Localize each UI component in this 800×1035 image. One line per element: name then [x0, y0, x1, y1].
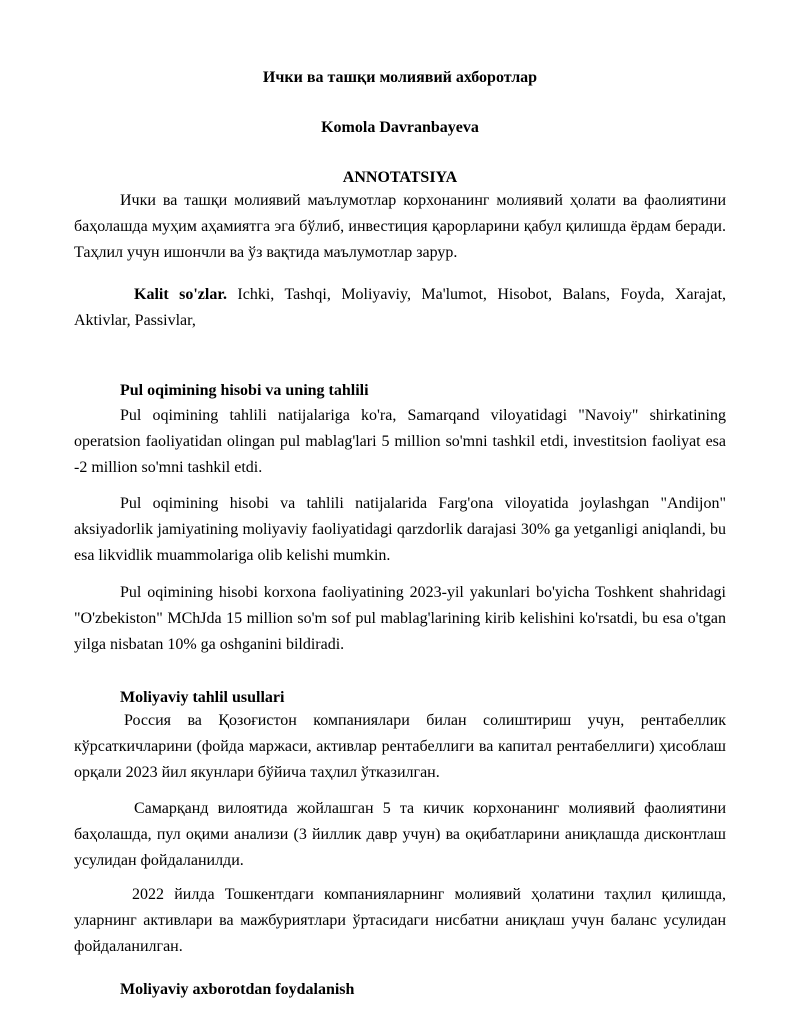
keywords-label: Kalit so'zlar.: [134, 286, 227, 303]
analysis-methods-paragraph-1: Россия ва Қозоғистон компаниялари билан солиштириш учун, рентабеллик кўрсаткичларини (фойда маржаси, активлар рентабеллиги ва капитал рентабеллиги) ҳисоблаш орқали 2023 йил якунлари бўйича таҳлил ўтказилган.: [74, 712, 726, 781]
section-heading-analysis-methods: Moliyaviy tahlil usullari: [120, 689, 285, 706]
section-heading-information-use: Moliyaviy axborotdan foydalanish: [120, 981, 355, 998]
annotation-paragraph: Ички ва ташқи молиявий маълумотлар корхонанинг молиявий ҳолати ва фаолиятини баҳолашда муҳим аҳамиятга эга бўлиб, инвестиция қарорларини қабул қилишда ёрдам беради. Таҳлил учун ишончли ва ўз вақтида маълумотлар зарур.: [74, 192, 726, 261]
cash-flow-paragraph-1: Pul oqimining tahlili natijalariga ko'ra, Samarqand viloyatidagi "Navoiy" shirkatining operatsion faoliyatidan olingan pul mablag'lari 5 million so'mni tashkil etdi, investitsion faoliyat esa -2 million so'mni tashkil etdi.: [74, 407, 726, 476]
document-title: Ички ва ташқи молиявий ахборотлар: [262, 69, 538, 86]
annotation-heading: ANNOTATSIYA: [342, 169, 458, 186]
cash-flow-paragraph-2: Pul oqimining hisobi va tahlili natijalarida Farg'ona viloyatida joylashgan "Andijon" aksiyadorlik jamiyatining moliyaviy faoliyatidagi qarzdorlik darajasi 30% ga yetganligi aniqlandi, bu esa likvidlik muammolariga olib kelishi mumkin.: [74, 495, 726, 564]
author-name: Komola Davranbayeva: [321, 119, 479, 136]
keywords-text: Ichki, Tashqi, Moliyaviy, Ma'lumot, Hisobot, Balans, Foyda, Xarajat, Aktivlar, Passivlar,: [74, 286, 727, 329]
section-heading-cash-flow: Pul oqimining hisobi va uning tahlili: [120, 382, 369, 399]
keywords-paragraph: [74, 282, 726, 334]
cash-flow-paragraph-3: Pul oqimining hisobi korxona faoliyatining 2023-yil yakunlari bo'yicha Toshkent shahridagi "O'zbekiston" MChJda 15 million so'm sof pul mablag'larining kirib kelishini ko'rsatdi, bu esa o'tgan yilga nisbatan 10% ga oshganini bildiradi.: [74, 584, 726, 653]
analysis-methods-paragraph-3: 2022 йилда Тошкентдаги компанияларнинг молиявий ҳолатини таҳлил қилишда, уларнинг активлари ва мажбуриятлари ўртасидаги нисбатни аниқлаш учун баланс усулидан фойдаланилган.: [74, 886, 726, 955]
analysis-methods-paragraph-2: Самарқанд вилоятида жойлашган 5 та кичик корхонанинг молиявий фаолиятини баҳолашда, пул оқими анализи (3 йиллик давр учун) ва оқибатларини аниқлашда дисконтлаш усулидан фойдаланилди.: [74, 800, 726, 869]
